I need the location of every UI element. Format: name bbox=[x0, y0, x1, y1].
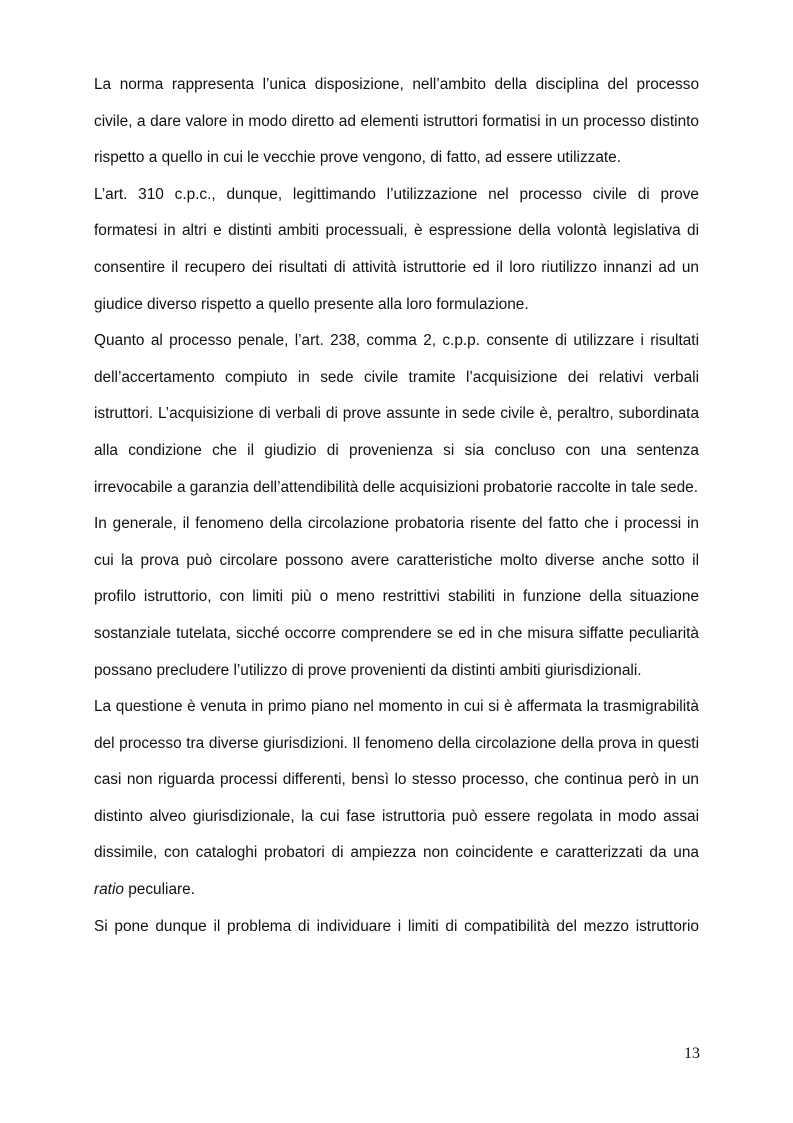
italic-term-ratio: ratio bbox=[94, 881, 124, 899]
body-text bbox=[94, 67, 699, 945]
page-number: 13 bbox=[684, 1045, 700, 1062]
paragraph-5 bbox=[94, 689, 699, 909]
paragraph-5-ending: peculiare. bbox=[123, 881, 195, 899]
paragraph-4: In generale, il fenomeno della circolazione probatoria risente del fatto che i processi in cui la prova può circolare possono avere caratteristiche molto diverse anche sotto il profilo istruttorio, con limiti più o meno restrittivi stabiliti in funzione della situazione sostanziale tutelata, sicché occorre comprendere se ed in che misura siffatte peculiarità possano precludere l’utilizzo di prove provenienti da distinti ambiti giurisdizionali. bbox=[94, 515, 699, 679]
paragraph-3: Quanto al processo penale, l’art. 238, comma 2, c.p.p. consente di utilizzare i risultati dell’accertamento compiuto in sede civile tramite l’acquisizione dei relativi verbali istruttori. L’acquisizione di verbali di prove assunte in sede civile è, peraltro, subordinata alla condizione che il giudizio di provenienza si sia concluso con una sentenza irrevocabile a garanzia dell’attendibilità delle acquisizioni probatorie raccolte in tale sede. bbox=[94, 332, 699, 496]
paragraph-6: Si pone dunque il problema di individuare i limiti di compatibilità del mezzo istruttorio bbox=[94, 917, 699, 935]
paragraph-5-text: La questione è venuta in primo piano nel momento in cui si è affermata la trasmigrabilità del processo tra diverse giurisdizioni. Il fenomeno della circolazione della prova in questi casi non riguarda processi differenti, bensì lo stesso processo, che continua però in un distinto alveo giurisdizionale, la cui fase istruttoria può essere regolata in modo assai dissimile, con cataloghi probatori di ampiezza non coincidente e caratterizzati da una bbox=[94, 698, 699, 862]
paragraph-2: L’art. 310 c.p.c., dunque, legittimando l’utilizzazione nel processo civile di prove formatesi in altri e distinti ambiti processuali, è espressione della volontà legislativa di consentire il recupero dei risultati di attività istruttorie ed il loro riutilizzo innanzi ad un giudice diverso rispetto a quello presente alla loro formulazione. bbox=[94, 185, 699, 313]
paragraph-1: La norma rappresenta l’unica disposizione, nell’ambito della disciplina del processo civile, a dare valore in modo diretto ad elementi istruttori formatisi in un processo distinto rispetto a quello in cui le vecchie prove vengono, di fatto, ad essere utilizzate. bbox=[94, 76, 699, 167]
